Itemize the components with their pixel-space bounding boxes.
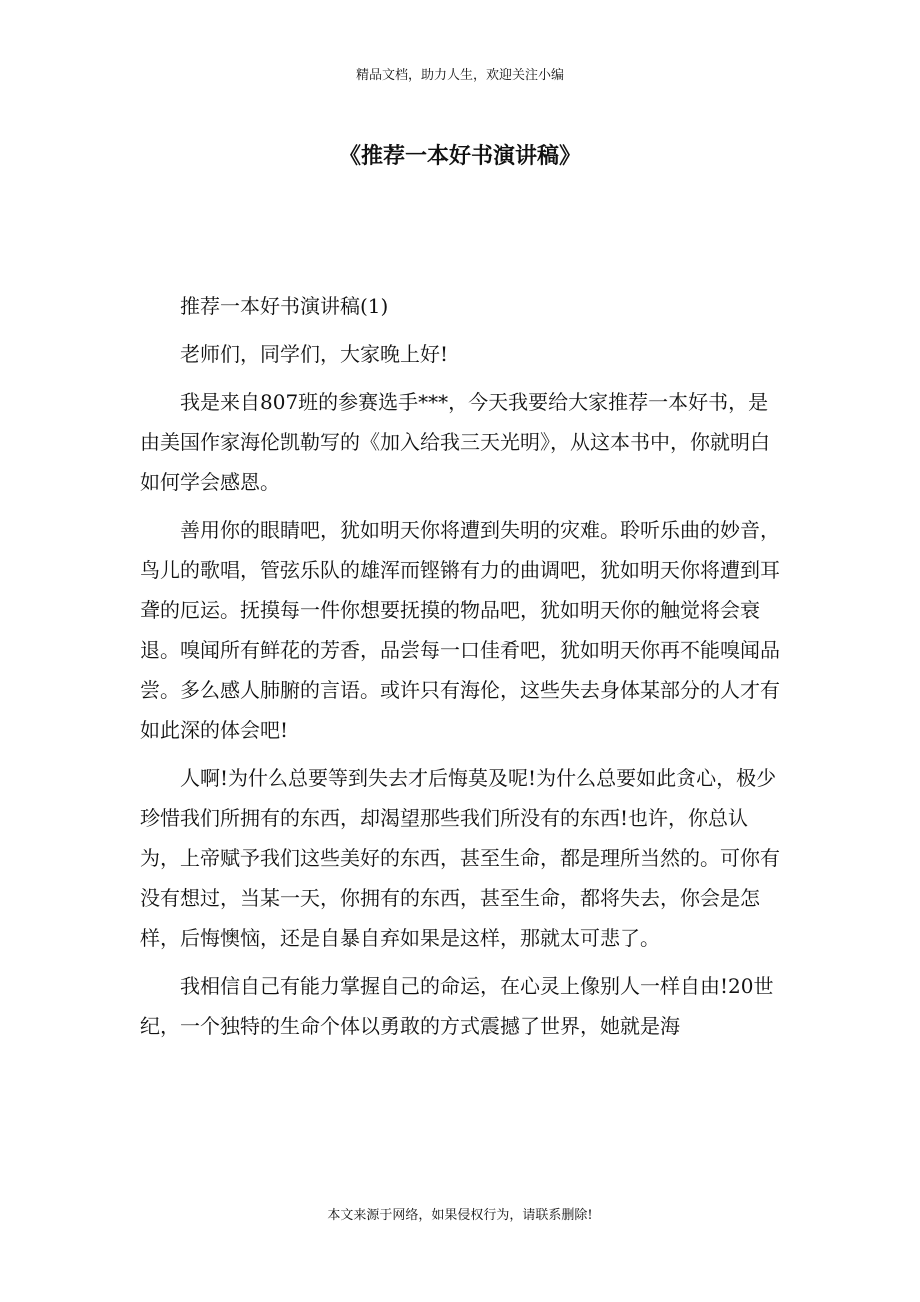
paragraph-introduction: 我是来自807班的参赛选手***，今天我要给大家推荐一本好书，是由美国作家海伦凯勒写的《加入给我三天光明》，从这本书中，你就明白如何学会感恩。	[140, 390, 770, 494]
document-title: 《推荐一本好书演讲稿》	[338, 143, 581, 169]
document-body	[140, 286, 780, 1054]
paragraph-greeting: 老师们，同学们，大家晚上好!	[180, 342, 449, 366]
paragraph-reflection: 人啊!为什么总要等到失去才后悔莫及呢!为什么总要如此贪心，极少珍惜我们所拥有的东西，却渴望那些我们所没有的东西!也许，你总认为，上帝赋予我们这些美好的东西，甚至生命，都是理所当然的。可你有没有想过，当某一天，你拥有的东西，甚至生命，都将失去，你会是怎样，后悔懊恼，还是自暴自弃如果是这样，那就太可悲了。	[140, 766, 780, 950]
page-header: 精品文档，助力人生，欢迎关注小编	[355, 68, 564, 83]
paragraph-quote: 善用你的眼睛吧，犹如明天你将遭到失明的灾难。聆听乐曲的妙音，鸟儿的歌唱，管弦乐队的雄浑而铿锵有力的曲调吧，犹如明天你将遭到耳聋的厄运。抚摸每一件你想要抚摸的物品吧，犹如明天你的触觉将会衰退。嗅闻所有鲜花的芳香，品尝每一口佳肴吧，犹如明天你再不能嗅闻品尝。多么感人肺腑的言语。或许只有海伦，这些失去身体某部分的人才有如此深的体会吧!	[140, 518, 780, 742]
page-footer: 本文来源于网络，如果侵权行为，请联系删除!	[327, 1208, 593, 1223]
paragraph-subtitle: 推荐一本好书演讲稿(1)	[180, 294, 389, 318]
paragraph-belief: 我相信自己有能力掌握自己的命运，在心灵上像别人一样自由!20世纪，一个独特的生命个体以勇敢的方式震撼了世界，她就是海	[140, 974, 774, 1038]
